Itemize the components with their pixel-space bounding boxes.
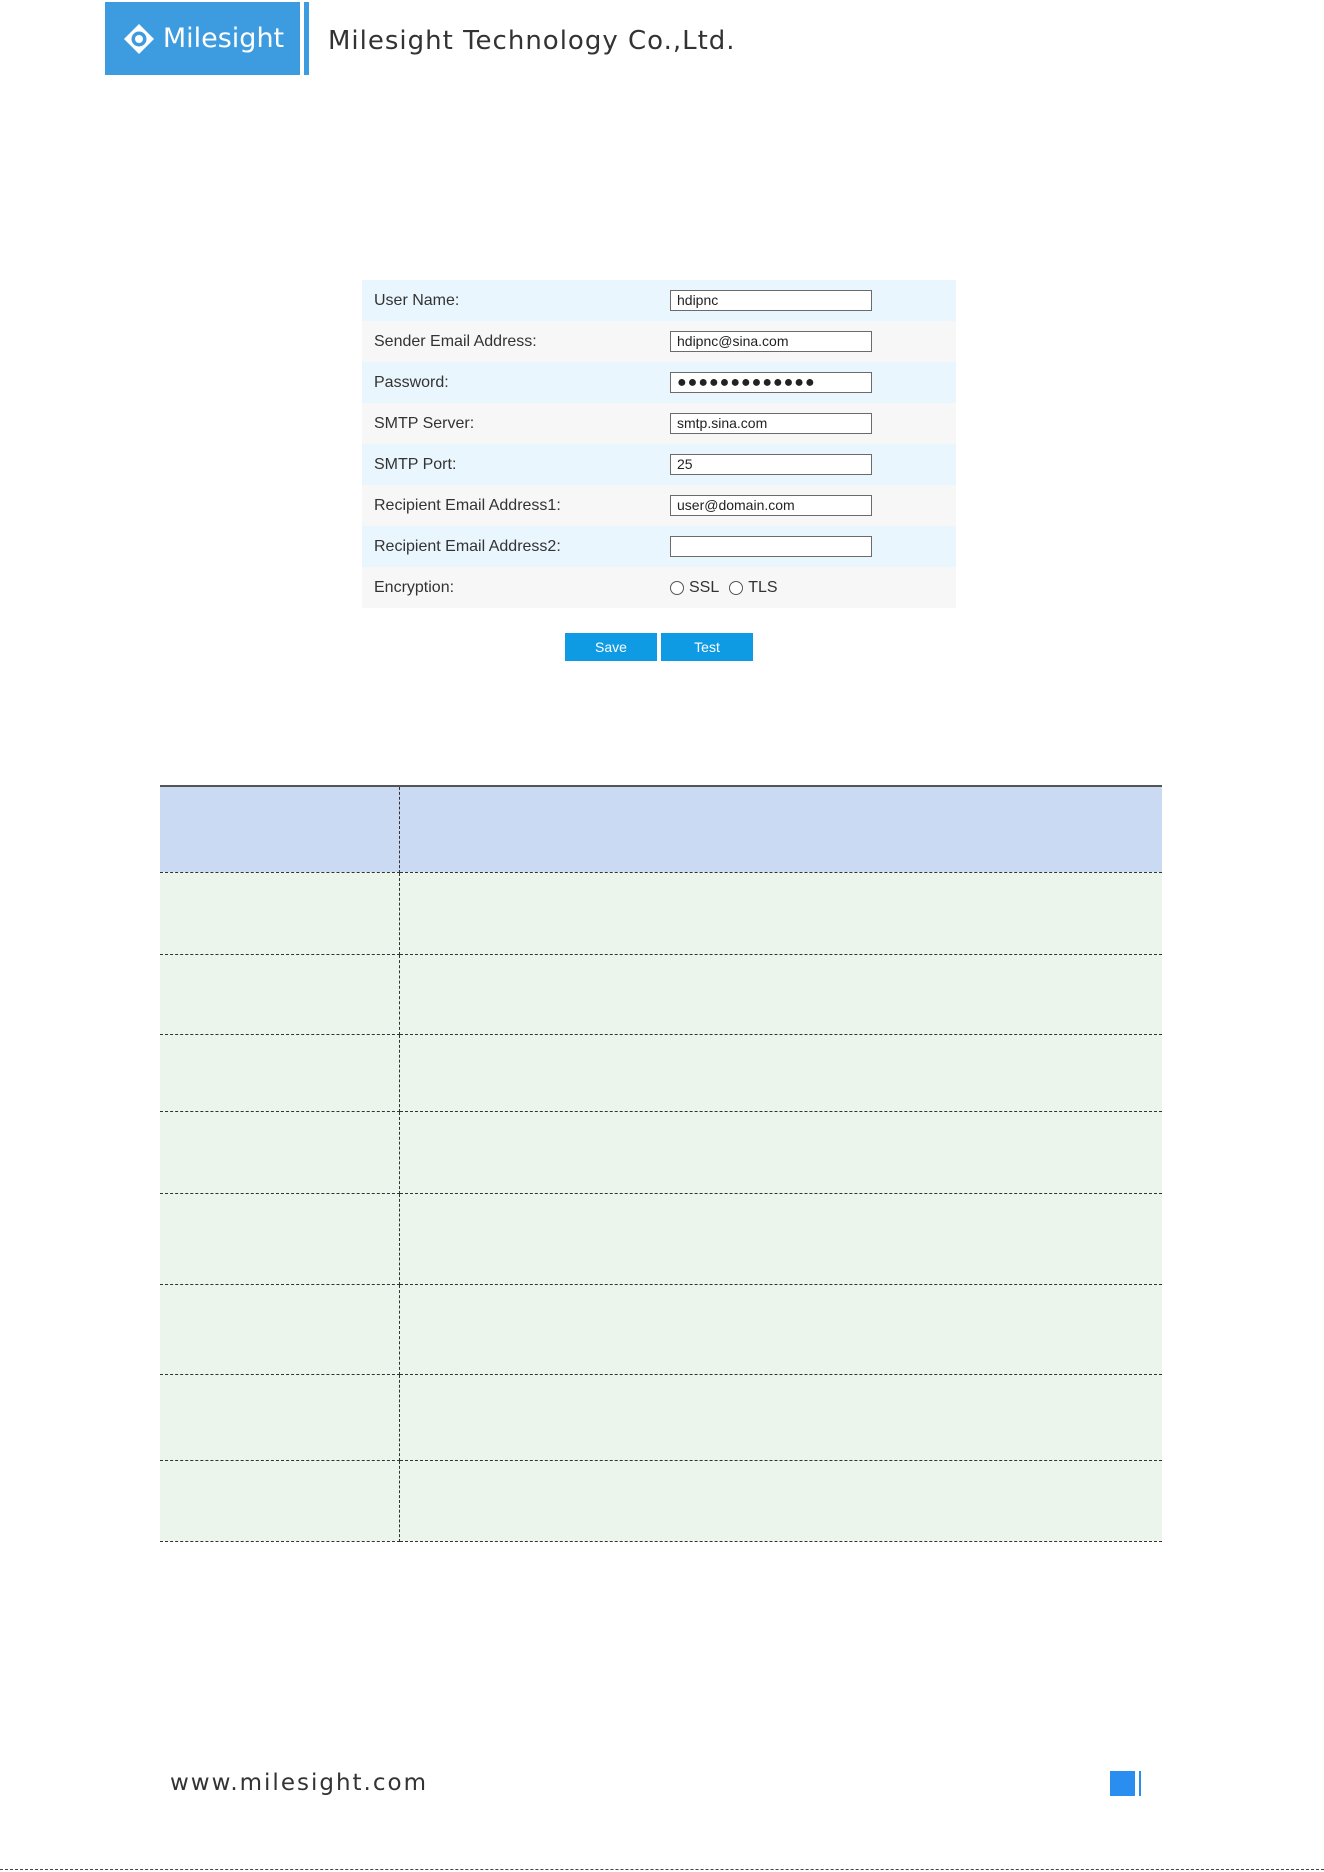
form-row-recipient-1 — [362, 485, 956, 526]
recipient-email-1-label: Recipient Email Address1: — [374, 496, 561, 514]
table-header-row — [160, 786, 1162, 872]
form-actions — [565, 633, 753, 661]
milesight-logo-icon — [121, 21, 157, 57]
footer-website-url: www.milesight.com — [170, 1770, 428, 1796]
encryption-tls-radio[interactable] — [729, 579, 777, 597]
user-name-input[interactable]: hdipnc — [670, 290, 872, 311]
table-cell — [399, 1284, 1162, 1374]
form-row-recipient-2 — [362, 526, 956, 567]
password-label: Password: — [374, 373, 449, 391]
table-row — [160, 1460, 1162, 1541]
recipient-email-2-label: Recipient Email Address2: — [374, 537, 561, 555]
table-cell — [399, 1460, 1162, 1541]
email-settings-form — [362, 280, 956, 608]
table-header-cell — [399, 786, 1162, 872]
table-cell — [160, 1111, 399, 1193]
smtp-server-label: SMTP Server: — [374, 414, 475, 432]
table-cell — [160, 1034, 399, 1111]
tls-label: TLS — [748, 578, 778, 596]
page-marker-divider — [1139, 1771, 1141, 1796]
form-row-smtp-port — [362, 444, 956, 485]
password-input[interactable]: ●●●●●●●●●●●●● — [670, 372, 872, 393]
smtp-port-label: SMTP Port: — [374, 455, 457, 473]
table-row — [160, 1374, 1162, 1460]
table-cell — [160, 1460, 399, 1541]
logo-text: Milesight — [162, 23, 285, 54]
table-cell — [160, 1193, 399, 1284]
encryption-ssl-radio[interactable] — [670, 579, 719, 597]
bottom-divider — [0, 1869, 1324, 1870]
recipient-email-1-input[interactable]: user@domain.com — [670, 495, 872, 516]
form-row-user-name — [362, 280, 956, 321]
save-button[interactable]: Save — [565, 633, 657, 661]
table-row — [160, 1111, 1162, 1193]
form-row-password — [362, 362, 956, 403]
table-header-cell — [160, 786, 399, 872]
table-cell — [399, 1193, 1162, 1284]
table-cell — [160, 1374, 399, 1460]
table-cell — [160, 1284, 399, 1374]
smtp-server-input[interactable]: smtp.sina.com — [670, 413, 872, 434]
parameter-table — [160, 785, 1162, 1542]
radio-circle-icon — [670, 581, 684, 595]
smtp-port-input[interactable]: 25 — [670, 454, 872, 475]
radio-circle-icon — [729, 581, 743, 595]
sender-email-input[interactable]: hdipnc@sina.com — [670, 331, 872, 352]
table-row — [160, 1284, 1162, 1374]
ssl-label: SSL — [689, 578, 720, 596]
form-row-smtp-server — [362, 403, 956, 444]
form-row-encryption — [362, 567, 956, 608]
user-name-label: User Name: — [374, 291, 460, 309]
table-cell — [160, 954, 399, 1034]
table-row — [160, 1034, 1162, 1111]
sender-email-label: Sender Email Address: — [374, 332, 537, 350]
recipient-email-2-input[interactable] — [670, 536, 872, 557]
company-logo — [105, 2, 300, 75]
form-row-sender-email — [362, 321, 956, 362]
table-cell — [399, 1111, 1162, 1193]
encryption-label: Encryption: — [374, 578, 455, 596]
table-row — [160, 872, 1162, 954]
table-cell — [399, 872, 1162, 954]
table-cell — [399, 1374, 1162, 1460]
header-divider — [304, 2, 309, 75]
table-cell — [399, 1034, 1162, 1111]
company-name: Milesight Technology Co.,Ltd. — [328, 26, 736, 56]
page-marker-icon — [1110, 1771, 1135, 1796]
table-cell — [399, 954, 1162, 1034]
test-button[interactable]: Test — [661, 633, 753, 661]
table-row — [160, 1193, 1162, 1284]
table-cell — [160, 872, 399, 954]
table-row — [160, 954, 1162, 1034]
